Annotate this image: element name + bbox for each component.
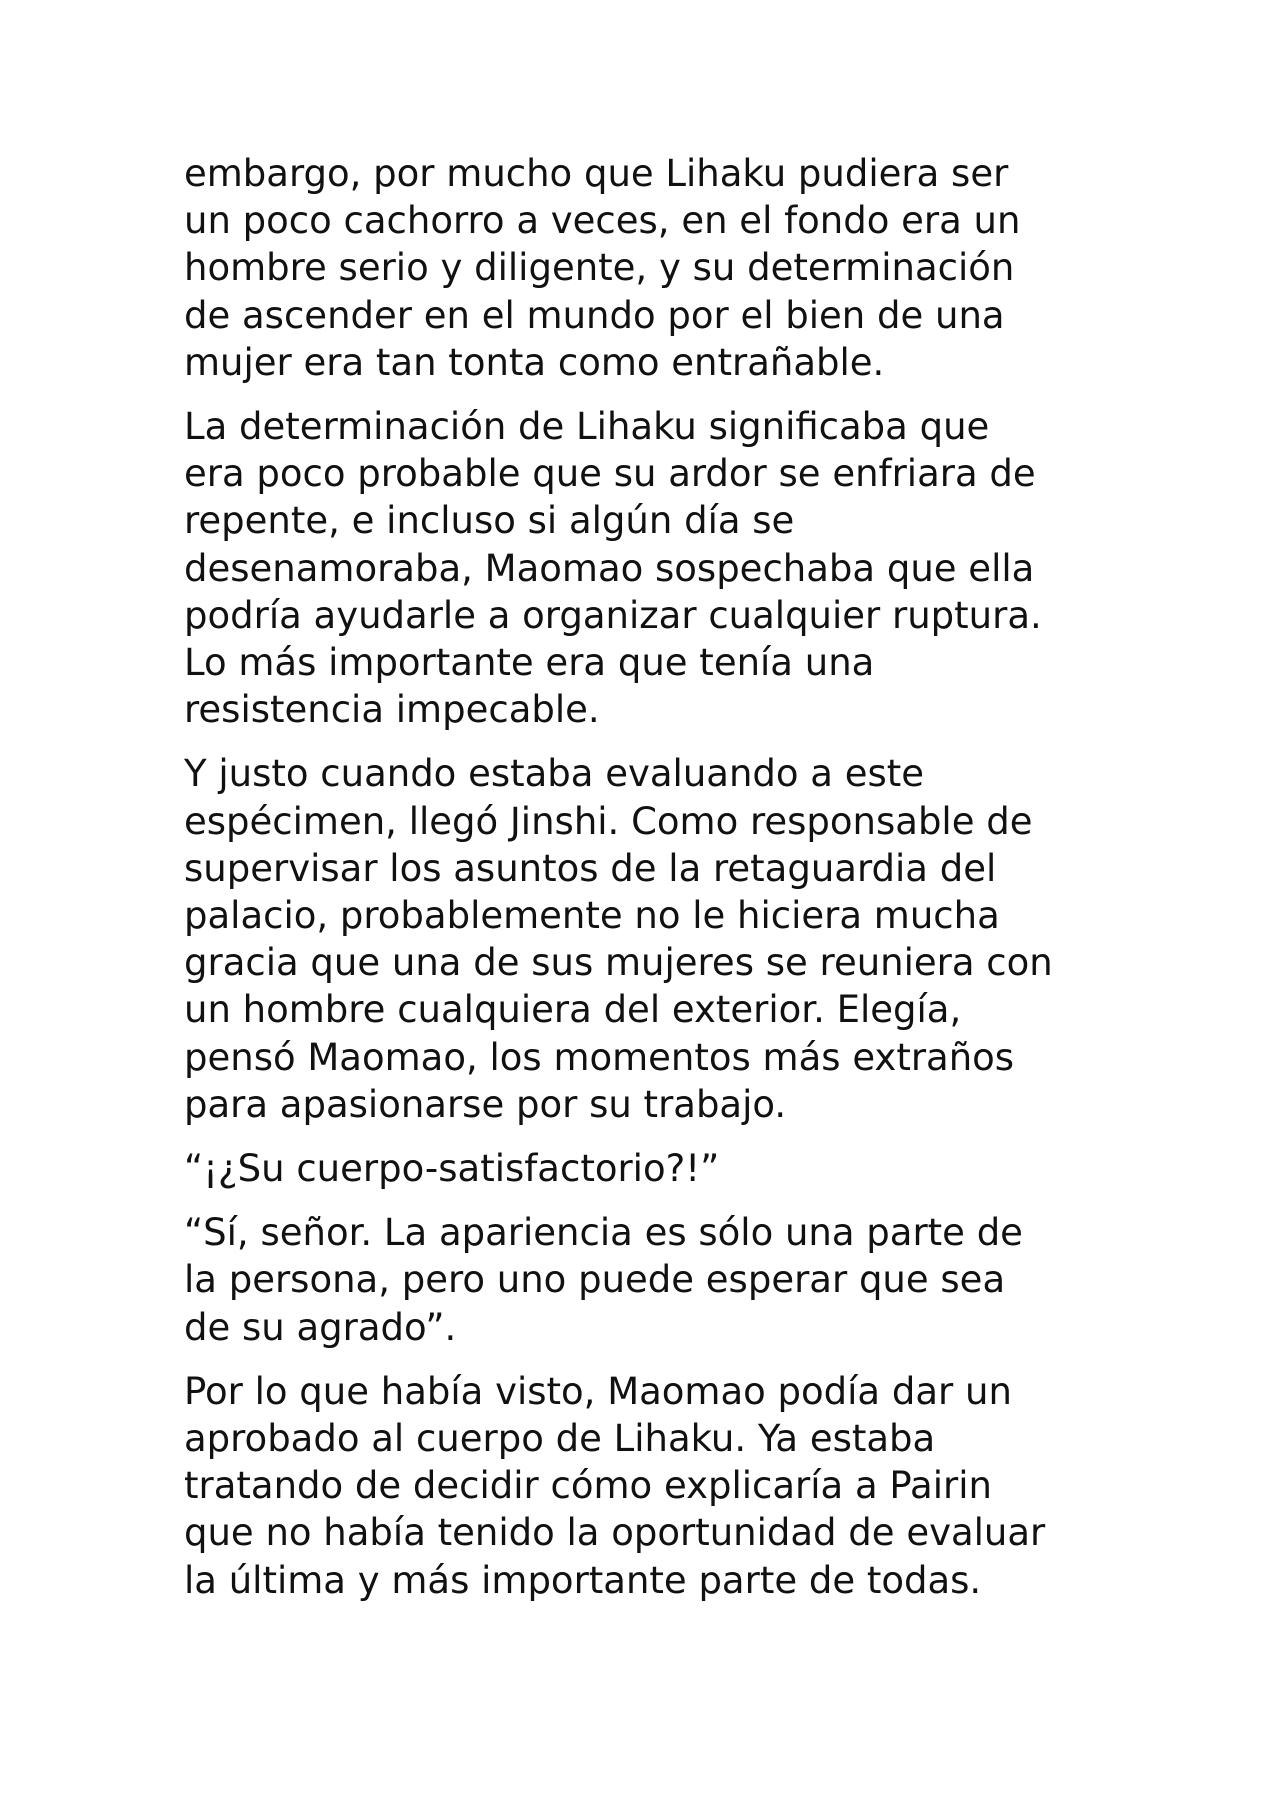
body-text	[184, 150, 1124, 1621]
paragraph-1: embargo, por mucho que Lihaku pudiera ser un poco cachorro a veces, en el fondo era un hombre serio y diligente, y su determinación de ascender en el mundo por el bien de una mujer era tan tonta como entrañable.	[184, 152, 1021, 384]
paragraph-6: Por lo que había visto, Maomao podía dar un aprobado al cuerpo de Lihaku. Ya estaba tratando de decidir cómo explicaría a Pairin que no había tenido la oportunidad de evaluar la última y más importante parte de todas.	[184, 1369, 1046, 1602]
paragraph-2: La determinación de Lihaku significaba que era poco probable que su ardor se enfriara de repente, e incluso si algún día se desenamoraba, Maomao sospechaba que ella podría ayudarle a organizar cualquier ruptura. Lo más importante era que tenía una resistencia impecable.	[184, 405, 1042, 732]
paragraph-5: “Sí, señor. La apariencia es sólo una parte de la persona, pero uno puede esperar que sea de su agrado”.	[184, 1211, 1023, 1349]
paragraph-4: “¡¿Su cuerpo-satisfactorio?!”	[184, 1147, 720, 1191]
paragraph-3: Y justo cuando estaba evaluando a este espécimen, llegó Jinshi. Como responsable de supervisar los asuntos de la retaguardia del palacio, probablemente no le hiciera mucha gracia que una de sus mujeres se reuniera con un hombre cualquiera del exterior. Elegía, pensó Maomao, los momentos más extraños para apasionarse por su trabajo.	[184, 752, 1053, 1126]
